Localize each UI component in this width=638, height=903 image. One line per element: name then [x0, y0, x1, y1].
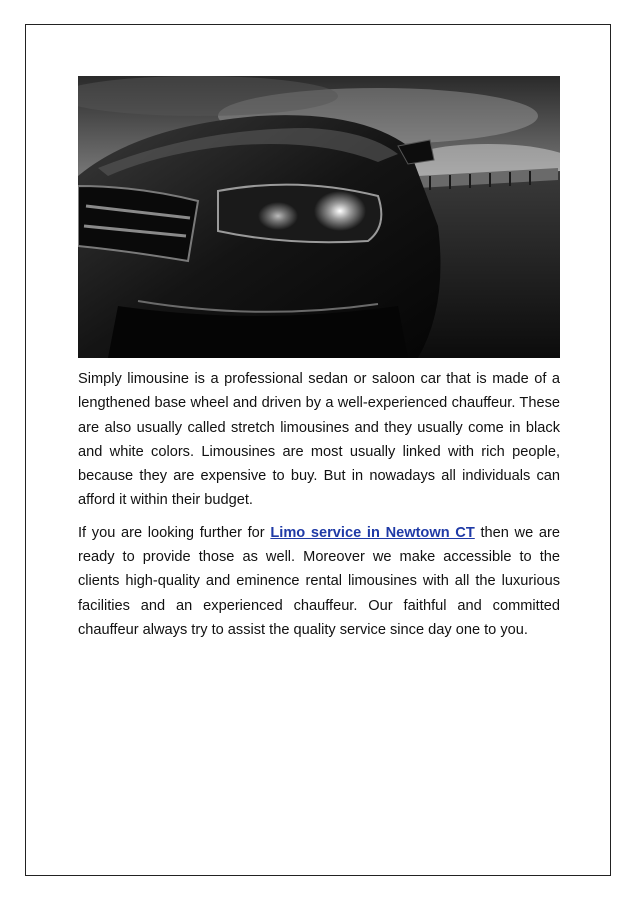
paragraph-intro: Simply limousine is a professional sedan or saloon car that is made of a lengthened base wheel and driven by a well-experienced chauffeur. These are also usually called stretch limousines and they usually come in black and white colors. Limousines are most usually linked with rich people, because they are expensive to buy. But in nowadays all individuals can afford it within their budget.: [78, 371, 560, 509]
limo-service-link[interactable]: Limo service in Newtown CT: [270, 524, 475, 541]
paragraph-service-rest: then we are ready to provide those as well. Moreover we make accessible to the clients high-quality and eminence rental limousines with all the luxurious facilities and an experienced chauffeur. Our faithful and committed chauffeur always try to assist the quality service since day one to you.: [78, 524, 560, 638]
paragraph-service: [78, 521, 560, 642]
paragraph-service-lead: If you are looking further for: [78, 524, 271, 541]
car-photo-icon: [78, 76, 560, 358]
article-body: [78, 367, 560, 642]
car-photo: [78, 76, 560, 358]
